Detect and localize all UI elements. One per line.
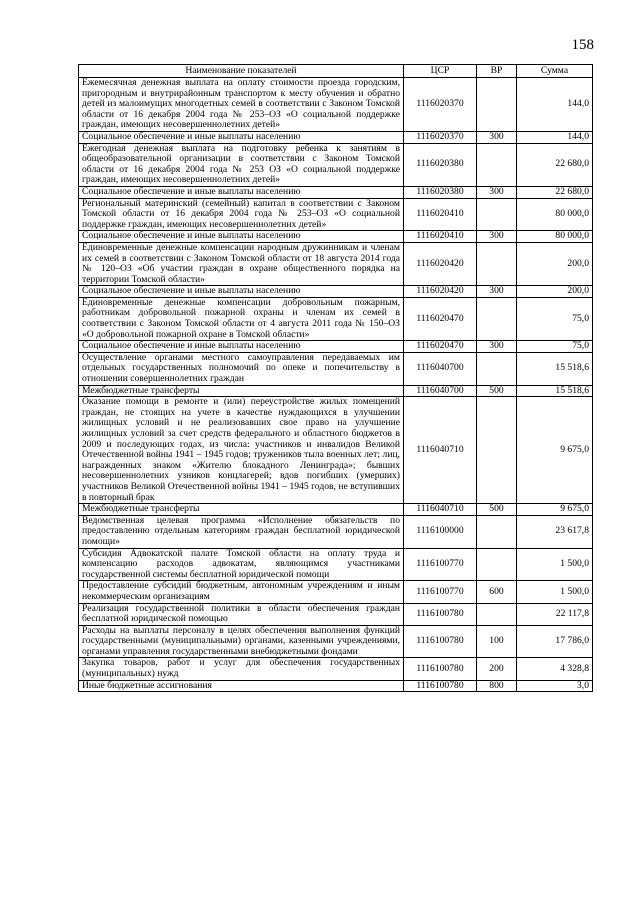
row-sum: 17 786,0 — [517, 625, 593, 658]
row-vr — [477, 78, 517, 132]
row-sum: 200,0 — [517, 286, 593, 298]
row-vr: 800 — [477, 680, 517, 692]
table-row — [79, 515, 593, 548]
row-sum: 15 518,6 — [517, 352, 593, 385]
header-csr: ЦСР — [404, 65, 477, 78]
row-csr: 1116040700 — [404, 385, 477, 397]
row-vr — [477, 548, 517, 581]
table-row — [79, 286, 593, 298]
row-vr — [477, 242, 517, 285]
row-csr: 1116100780 — [404, 625, 477, 658]
page-number: 158 — [571, 37, 594, 53]
row-name: Региональный материнский (семейный) капитал в соответствии с Законом Томской области от 16 декабря 2004 года № 253–ОЗ «О социальной поддержке граждан, имеющих несовершеннолетних детей» — [79, 198, 404, 231]
row-vr — [477, 352, 517, 385]
row-sum: 80 000,0 — [517, 198, 593, 231]
row-vr — [477, 198, 517, 231]
row-vr: 500 — [477, 504, 517, 516]
row-name: Межбюджетные трансферты — [79, 385, 404, 397]
table-row — [79, 397, 593, 504]
row-csr: 1116100780 — [404, 658, 477, 680]
row-csr: 1116020370 — [404, 131, 477, 143]
row-sum: 9 675,0 — [517, 397, 593, 504]
table-row — [79, 680, 593, 692]
table-row — [79, 242, 593, 285]
row-name: Социальное обеспечение и иные выплаты населению — [79, 341, 404, 353]
table-row — [79, 603, 593, 625]
row-sum: 144,0 — [517, 78, 593, 132]
row-csr: 1116100000 — [404, 515, 477, 548]
row-name: Социальное обеспечение и иные выплаты населению — [79, 286, 404, 298]
row-name: Оказание помощи в ремонте и (или) переустройстве жилых помещений граждан, не стоящих на учете в качестве нуждающихся в улучшении жилищных условий и не реализовавших свое право на улучшение жилищных условий за счет средств федерального и областного бюджетов в 2009 и последующих годах, из числа: участников и инвалидов Великой Отечественной войны 1941 – 1945 годов; тружеников тыла военных лет; лиц, награжденных знаком «Жителю блокадного Ленинграда»; бывших несовершеннолетних узников концлагерей; вдов погибших (умерших) участников Великой Отечественной войны 1941 – 1945 годов, не вступивших в повторный брак — [79, 397, 404, 504]
row-sum: 23 617,8 — [517, 515, 593, 548]
row-csr: 1116020380 — [404, 186, 477, 198]
row-name: Единовременные денежные компенсации народным дружинникам и членам их семей в соответствии с Законом Томской области от 18 августа 2014 года № 120–ОЗ «Об участии граждан в охране общественного порядка на территории Томской области» — [79, 242, 404, 285]
row-name: Осуществление органами местного самоуправления передаваемых им отдельных государственных полномочий по опеке и попечительству в отношении совершеннолетних граждан — [79, 352, 404, 385]
row-name: Социальное обеспечение и иные выплаты населению — [79, 131, 404, 143]
row-name: Ежемесячная денежная выплата на оплату стоимости проезда городским, пригородным и внутрирайонным транспортом к месту обучения и обратно детей из малоимущих многодетных семей в соответствии с Законом Томской области от 16 декабря 2004 года № 253–ОЗ «О социальной поддержке граждан, имеющих несовершеннолетних детей» — [79, 78, 404, 132]
table-row — [79, 131, 593, 143]
table-row — [79, 658, 593, 680]
row-vr: 300 — [477, 231, 517, 243]
row-sum: 3,0 — [517, 680, 593, 692]
header-vr: ВР — [477, 65, 517, 78]
row-sum: 75,0 — [517, 341, 593, 353]
table-row — [79, 352, 593, 385]
row-sum: 1 500,0 — [517, 581, 593, 603]
row-vr: 300 — [477, 186, 517, 198]
row-vr: 100 — [477, 625, 517, 658]
row-csr: 1116020470 — [404, 341, 477, 353]
row-vr — [477, 397, 517, 504]
row-vr: 300 — [477, 286, 517, 298]
row-vr: 600 — [477, 581, 517, 603]
row-csr: 1116020410 — [404, 231, 477, 243]
row-csr: 1116040710 — [404, 397, 477, 504]
row-name: Социальное обеспечение и иные выплаты населению — [79, 231, 404, 243]
table-row — [79, 186, 593, 198]
table-row — [79, 581, 593, 603]
row-sum: 80 000,0 — [517, 231, 593, 243]
row-sum: 4 328,8 — [517, 658, 593, 680]
table-row — [79, 385, 593, 397]
row-vr: 200 — [477, 658, 517, 680]
table-row — [79, 504, 593, 516]
row-vr — [477, 603, 517, 625]
row-name: Ведомственная целевая программа «Исполнение обязательств по предоставлению отдельным категориям граждан бесплатной юридической помощи» — [79, 515, 404, 548]
row-sum: 22 680,0 — [517, 143, 593, 186]
table-row — [79, 548, 593, 581]
row-name: Ежегодная денежная выплата на подготовку ребенка к занятиям в общеобразовательной организации в соответствии с Законом Томской области от 16 декабря 2004 года № 253 ОЗ «О социальной поддержке граждан, имеющих несовершеннолетних детей» — [79, 143, 404, 186]
row-csr: 1116040700 — [404, 352, 477, 385]
table-row — [79, 341, 593, 353]
header-sum: Сумма — [517, 65, 593, 78]
row-csr: 1116020420 — [404, 286, 477, 298]
row-vr — [477, 143, 517, 186]
row-name: Единовременные денежные компенсации добровольным пожарным, работникам добровольной пожарной охраны и членам их семей в соответствии с Законом Томской области от 4 августа 2011 года № 150–ОЗ «О добровольной пожарной охране в Томской области» — [79, 297, 404, 340]
row-sum: 9 675,0 — [517, 504, 593, 516]
table-row — [79, 78, 593, 132]
row-sum: 22 117,8 — [517, 603, 593, 625]
table-row — [79, 625, 593, 658]
table-row — [79, 143, 593, 186]
row-name: Предоставление субсидий бюджетным, автономным учреждениям и иным некоммерческим организациям — [79, 581, 404, 603]
table-header-row — [79, 65, 593, 78]
row-csr: 1116100770 — [404, 548, 477, 581]
row-name: Субсидия Адвокатской палате Томской области на оплату труда и компенсацию расходов адвокатам, являющимся участниками государственной системы бесплатной юридической помощи — [79, 548, 404, 581]
row-csr: 1116040710 — [404, 504, 477, 516]
row-sum: 1 500,0 — [517, 548, 593, 581]
table-row — [79, 198, 593, 231]
row-csr: 1116020380 — [404, 143, 477, 186]
row-sum: 144,0 — [517, 131, 593, 143]
row-csr: 1116020410 — [404, 198, 477, 231]
row-csr: 1116100770 — [404, 581, 477, 603]
row-vr: 500 — [477, 385, 517, 397]
row-sum: 15 518,6 — [517, 385, 593, 397]
header-name: Наименование показателей — [79, 65, 404, 78]
budget-table — [78, 64, 593, 692]
row-sum: 75,0 — [517, 297, 593, 340]
row-csr: 1116100780 — [404, 680, 477, 692]
row-name: Закупка товаров, работ и услуг для обеспечения государственных (муниципальных) нужд — [79, 658, 404, 680]
row-name: Межбюджетные трансферты — [79, 504, 404, 516]
row-vr — [477, 515, 517, 548]
row-csr: 1116020470 — [404, 297, 477, 340]
row-name: Реализация государственной политики в области обеспечения граждан бесплатной юридической помощью — [79, 603, 404, 625]
row-sum: 200,0 — [517, 242, 593, 285]
table-row — [79, 297, 593, 340]
row-vr: 300 — [477, 131, 517, 143]
row-name: Иные бюджетные ассигнования — [79, 680, 404, 692]
row-vr: 300 — [477, 341, 517, 353]
row-name: Расходы на выплаты персоналу в целях обеспечения выполнения функций государственными (муниципальными) органами, казенными учреждениями, органами управления государственными внебюджетными фондами — [79, 625, 404, 658]
row-csr: 1116020420 — [404, 242, 477, 285]
row-name: Социальное обеспечение и иные выплаты населению — [79, 186, 404, 198]
table-row — [79, 231, 593, 243]
row-csr: 1116100780 — [404, 603, 477, 625]
row-csr: 1116020370 — [404, 78, 477, 132]
row-vr — [477, 297, 517, 340]
row-sum: 22 680,0 — [517, 186, 593, 198]
